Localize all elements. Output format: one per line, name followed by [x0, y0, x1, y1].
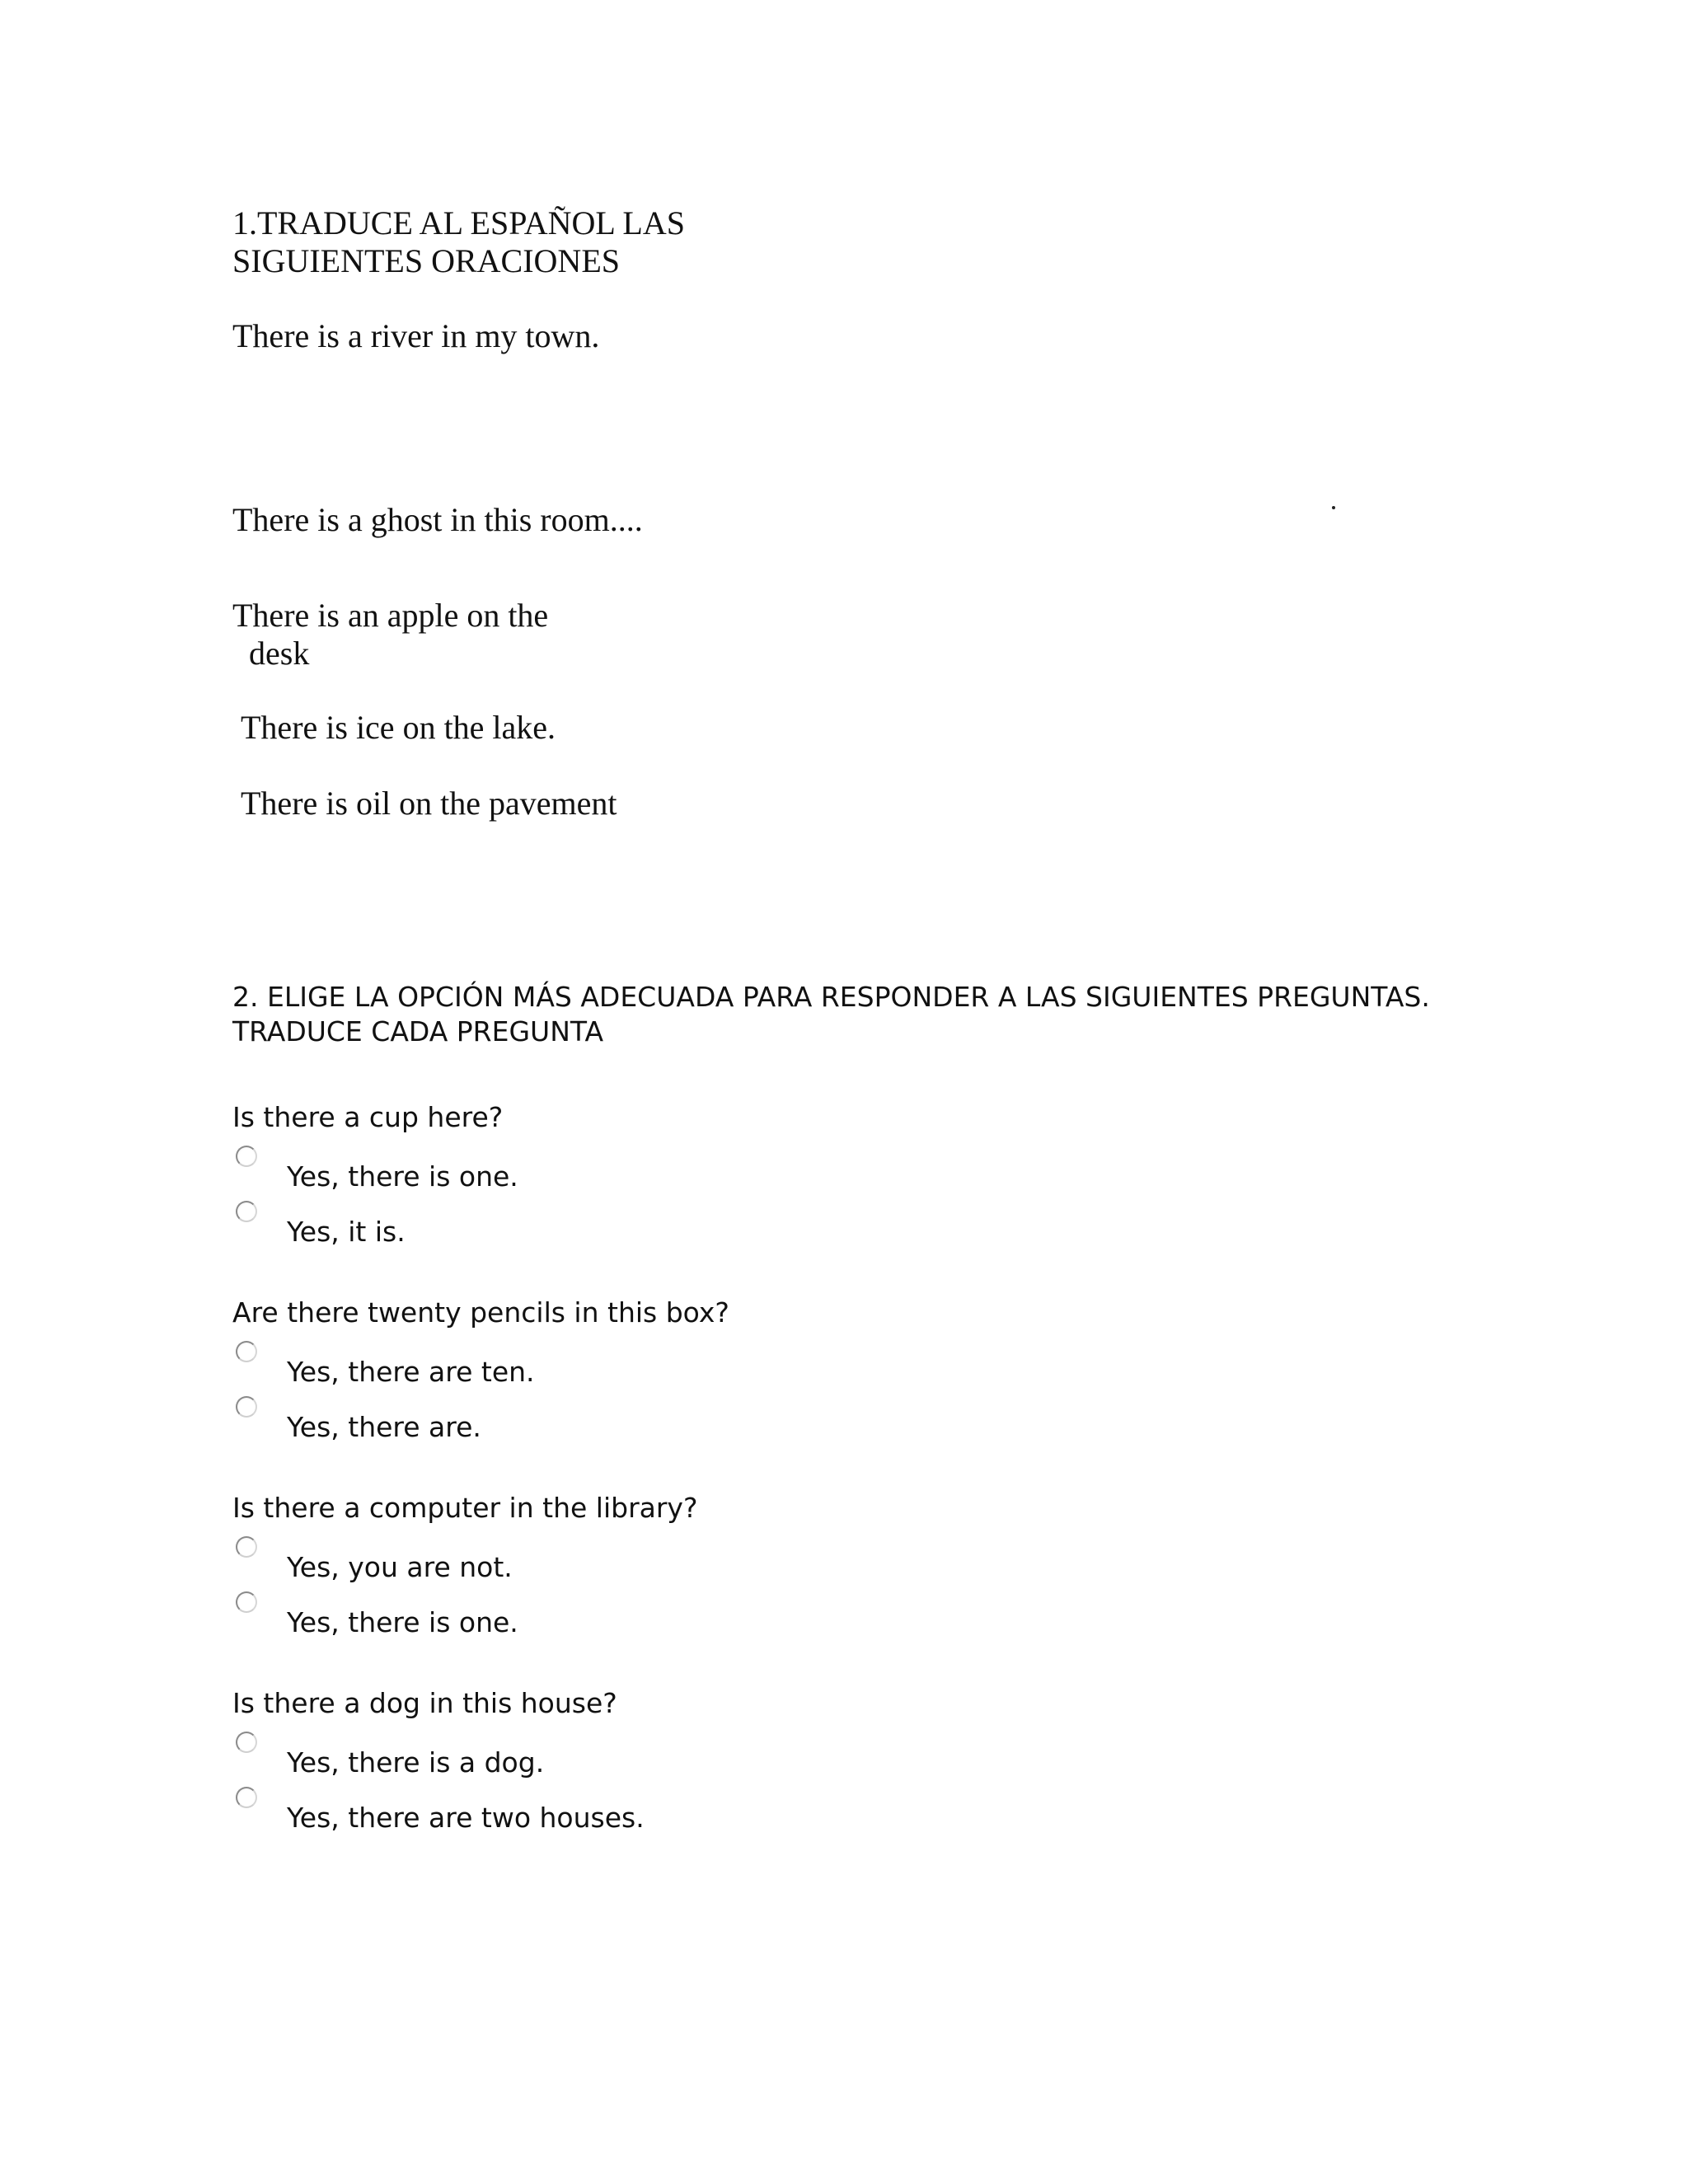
option-label: Yes, there is one. — [287, 1160, 518, 1193]
radio-button-q1-b[interactable] — [236, 1201, 257, 1222]
option-q3-b[interactable] — [232, 1591, 974, 1646]
question-dog: Is there a dog in this house? — [232, 1687, 617, 1719]
question-computer: Is there a computer in the library? — [232, 1492, 698, 1524]
option-label: Yes, there are. — [287, 1411, 481, 1443]
option-q4-b[interactable] — [232, 1787, 974, 1841]
option-q2-a[interactable] — [232, 1341, 974, 1395]
sentence-ghost: There is a ghost in this room.... — [232, 501, 643, 538]
sentence-river: There is a river in my town. — [232, 317, 600, 354]
option-label: Yes, it is. — [287, 1216, 406, 1248]
sentence-oil: There is oil on the pavement — [241, 785, 617, 822]
section2-title-line1: 2. ELIGE LA OPCIÓN MÁS ADECUADA PARA RESPONDER A LAS SIGUIENTES PREGUNTAS. — [232, 981, 1430, 1013]
option-q2-b[interactable] — [232, 1396, 974, 1451]
option-label: Yes, there are two houses. — [287, 1802, 645, 1834]
radio-button-q2-a[interactable] — [236, 1341, 257, 1362]
sentence-apple-line2: desk — [249, 635, 310, 672]
radio-button-q2-b[interactable] — [236, 1396, 257, 1418]
option-label: Yes, there is a dog. — [287, 1746, 545, 1779]
section1-title-line1: 1.TRADUCE AL ESPAÑOL LAS — [232, 204, 685, 241]
question-cup: Is there a cup here? — [232, 1101, 504, 1133]
section2-title-line2: TRADUCE CADA PREGUNTA — [232, 1015, 604, 1047]
option-label: Yes, you are not. — [287, 1551, 513, 1583]
option-q1-b[interactable] — [232, 1201, 974, 1255]
question-pencils: Are there twenty pencils in this box? — [232, 1296, 729, 1329]
option-q3-a[interactable] — [232, 1536, 974, 1591]
sentence-apple-line1: There is an apple on the — [232, 597, 549, 634]
section1-title-line2: SIGUIENTES ORACIONES — [232, 242, 620, 279]
radio-button-q4-a[interactable] — [236, 1732, 257, 1753]
option-label: Yes, there are ten. — [287, 1356, 535, 1388]
radio-button-q1-a[interactable] — [236, 1146, 257, 1167]
option-q1-a[interactable] — [232, 1146, 974, 1200]
radio-button-q4-b[interactable] — [236, 1787, 257, 1808]
radio-button-q3-b[interactable] — [236, 1591, 257, 1613]
stray-dot-mark — [1332, 506, 1335, 509]
option-label: Yes, there is one. — [287, 1606, 518, 1638]
option-q4-a[interactable] — [232, 1732, 974, 1786]
radio-button-q3-a[interactable] — [236, 1536, 257, 1558]
sentence-ice: There is ice on the lake. — [241, 709, 556, 746]
